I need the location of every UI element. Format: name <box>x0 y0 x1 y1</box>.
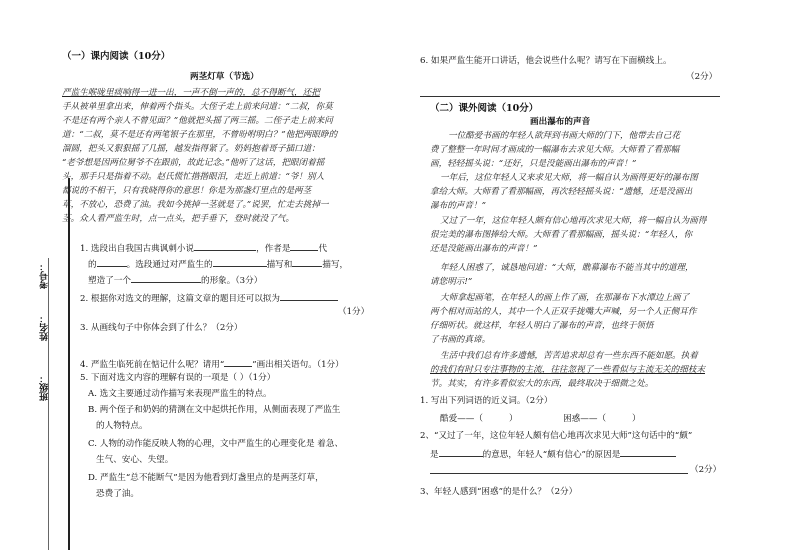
question-3: 3. 从画线句子中你体会到了什么？（2分） <box>80 323 243 333</box>
q5-option-d-cont: 恐费了油。 <box>96 489 139 499</box>
answer-blank[interactable] <box>213 258 267 267</box>
r-question-2-line2: 是 的意思，年轻人“颇有信心”的原因是 <box>430 448 676 460</box>
passage-line: 草，不放心，恐费了油。我如今挑掉一茎就是了。”说罢，忙走去挑掉一 <box>62 200 329 210</box>
section-title-1: （一）课内阅读（10分） <box>62 51 171 62</box>
passage-title-2: 画出瀑布的声音 <box>530 117 591 127</box>
passage-line: 一年后，这位年轻人又来求见大师，将一幅自认为画得更好的瀑布图 <box>440 173 698 183</box>
passage-line: 瀑布的声音！” <box>430 201 486 211</box>
question-6: 6. 如果严监生能开口讲话，他会说些什么呢？请写在下面横线上。 <box>420 56 672 66</box>
q5-option-b[interactable]: B. 两个侄子和奶妈的猜测在文中起烘托作用，从侧面表现了严监生 <box>88 405 341 415</box>
r-question-3: 3、年轻人感到“困惑”的是什么？（2分） <box>420 487 578 497</box>
label-banji: 班级： <box>40 374 50 401</box>
passage-line: “老爷想是因两位舅爷不在跟前，故此记念。”他听了这话，把眼闭着摇 <box>62 158 325 168</box>
question-1-line3: 塑造了一个 的形象。（3分） <box>88 276 263 286</box>
question-1: 1. 选段出自我国古典讽刺小说 ，作者是 代 <box>80 244 328 254</box>
r-question-2-score: （2分） <box>690 465 722 475</box>
passage-line: 大师拿起画笔，在年轻人的画上作了画，在那瀑布下水潭边上画了 <box>440 293 690 303</box>
passage-line: 还是没能画出瀑布的声音！” <box>430 244 538 254</box>
answer-blank[interactable] <box>280 292 338 301</box>
passage-line: 一位酷爱书画的年轻人欲拜到书画大师的门下，他带去自己花 <box>448 131 681 141</box>
passage-line: 费了整整一年时间才画成的一幅瀑布去求见大师。大师看了看那幅 <box>430 145 680 155</box>
answer-blank[interactable] <box>194 242 256 251</box>
passage-line: 生活中我们总有许多遗憾，苦苦追求却总有一些东西不能如愿。执着 <box>440 351 698 361</box>
passage-line: 不是还有两个亲人不曾见面？”他就把头摇了两三摇。二侄子走上前来问 <box>62 116 333 126</box>
question-4: 4. 严监生临死前在惦记什么呢？请用“ ”画出相关语句。（1分） <box>80 360 344 370</box>
answer-blank[interactable] <box>620 448 676 457</box>
passage-line: 画，轻轻摇头说：“还好，只是没能画出瀑布的声音！” <box>430 159 637 169</box>
passage-line: 严监生喉咙里痰响得一进一出，一声不倒一声的，总不得断气，还把 <box>62 88 320 98</box>
label-kaohao: 考号： <box>40 262 50 289</box>
passage-line: 又过了一年，这位年轻人颇有信心地再次求见大师，将一幅自认为画得 <box>440 216 707 226</box>
q5-option-d[interactable]: D. 严监生“总不能断气”是因为他看到灯盏里点的是两茎灯草， <box>88 473 324 483</box>
q5-option-b-cont: 的人物特点。 <box>96 421 148 431</box>
question-6-score: （2分） <box>686 72 718 82</box>
passage-line: 仔细听状。就这样，年轻人明白了瀑布的声音，也终于领悟 <box>430 321 654 331</box>
answer-line[interactable] <box>420 96 720 97</box>
q5-option-c[interactable]: C. 人物的动作能反映人物的心理，文中严监生的心理变化是 着急、 <box>88 439 344 449</box>
question-5: 5. 下面对选文内容的理解有误的一项是（ ）（1分） <box>80 373 276 383</box>
passage-line: 手从被单里拿出来，伸着两个指头。大侄子走上前来问道：“二叔，你莫 <box>62 102 333 112</box>
question-2-score: （1分） <box>338 307 370 317</box>
answer-blank[interactable] <box>483 413 509 421</box>
answer-line[interactable] <box>430 473 688 474</box>
answer-blank[interactable] <box>131 274 201 283</box>
r-question-1-words: 酷爱——（ ） 困惑——（ ） <box>440 414 641 424</box>
passage-line: 年轻人困惑了，诚恳地问道：“大师，瞧幕瀑布不能当其中的道理， <box>440 263 694 273</box>
passage-line: 的我们有时只专注事物的主流，往往忽视了一些看似与主流无关的细枝末 <box>430 365 706 375</box>
answer-blank[interactable] <box>439 448 483 457</box>
passage-line: 拿给大师。大师看了看那幅画，再次轻轻摇头说：“遗憾，还是没画出 <box>430 187 693 197</box>
section-title-2: （二）课外阅读（10分） <box>430 103 539 114</box>
passage-line: 茎。众人看严监生时，点一点头，把手垂下，登时就没了气。 <box>62 214 295 224</box>
label-xingming: 姓名： <box>40 314 50 341</box>
passage-line: 很完美的瀑布图捧给大师。大师看了看那幅画，摇头说：“年轻人，你 <box>430 230 693 240</box>
margin-rule <box>48 258 49 550</box>
passage-line: 头，那手只是指着不动。赵氏慌忙揩揩眼泪，走近上前道：“爷！别人 <box>62 172 325 182</box>
answer-blank[interactable] <box>290 242 318 251</box>
answer-blank[interactable] <box>292 258 322 267</box>
passage-line: 两个相对而站的人，其中一个人正双手拢嘴大声喊，另一个人正侧耳作 <box>430 307 697 317</box>
question-1-line2: 的 。选段通过对严监生的 描写和 描写， <box>88 260 349 270</box>
passage-line: 请您明示!” <box>430 277 473 287</box>
q5-option-a[interactable]: A. 选文主要通过动作描写来表现严监生的特点。 <box>88 389 272 399</box>
q5-option-c-cont: 生气、安心、失望。 <box>96 455 174 465</box>
passage-title-1: 两茎灯草（节选） <box>190 72 259 82</box>
passage-line: 了书画的真谛。 <box>430 335 491 345</box>
underline-sample <box>224 358 252 367</box>
passage-line: 溜圆，把头又狠狠摇了几摇，越发指得紧了。奶妈抱着哥子插口道： <box>62 144 320 154</box>
question-2: 2. 根据你对选文的理解，这篇文章的题目还可以拟为 <box>80 292 338 304</box>
answer-blank[interactable] <box>97 258 127 267</box>
r-question-1: 1. 写出下列词语的近义词。（2分） <box>420 396 553 406</box>
passage-line: 道：“二叔，莫不是还有两笔银子在那里，不曾吩咐明白？”他把两眼睁的 <box>62 130 338 140</box>
passage-line: 都说的不相干，只有我晓得你的意思！你是为那盏灯里点的是两茎 <box>62 186 312 196</box>
passage-line: 节。其实，有许多看似宏大的东西，最终取决于细微之处。 <box>430 379 654 389</box>
binding-line <box>68 178 70 550</box>
r-question-2: 2、“又过了一年，这位年轻人颇有信心地再次求见大师”这句话中的“颇” <box>420 431 693 441</box>
answer-blank[interactable] <box>606 413 632 421</box>
